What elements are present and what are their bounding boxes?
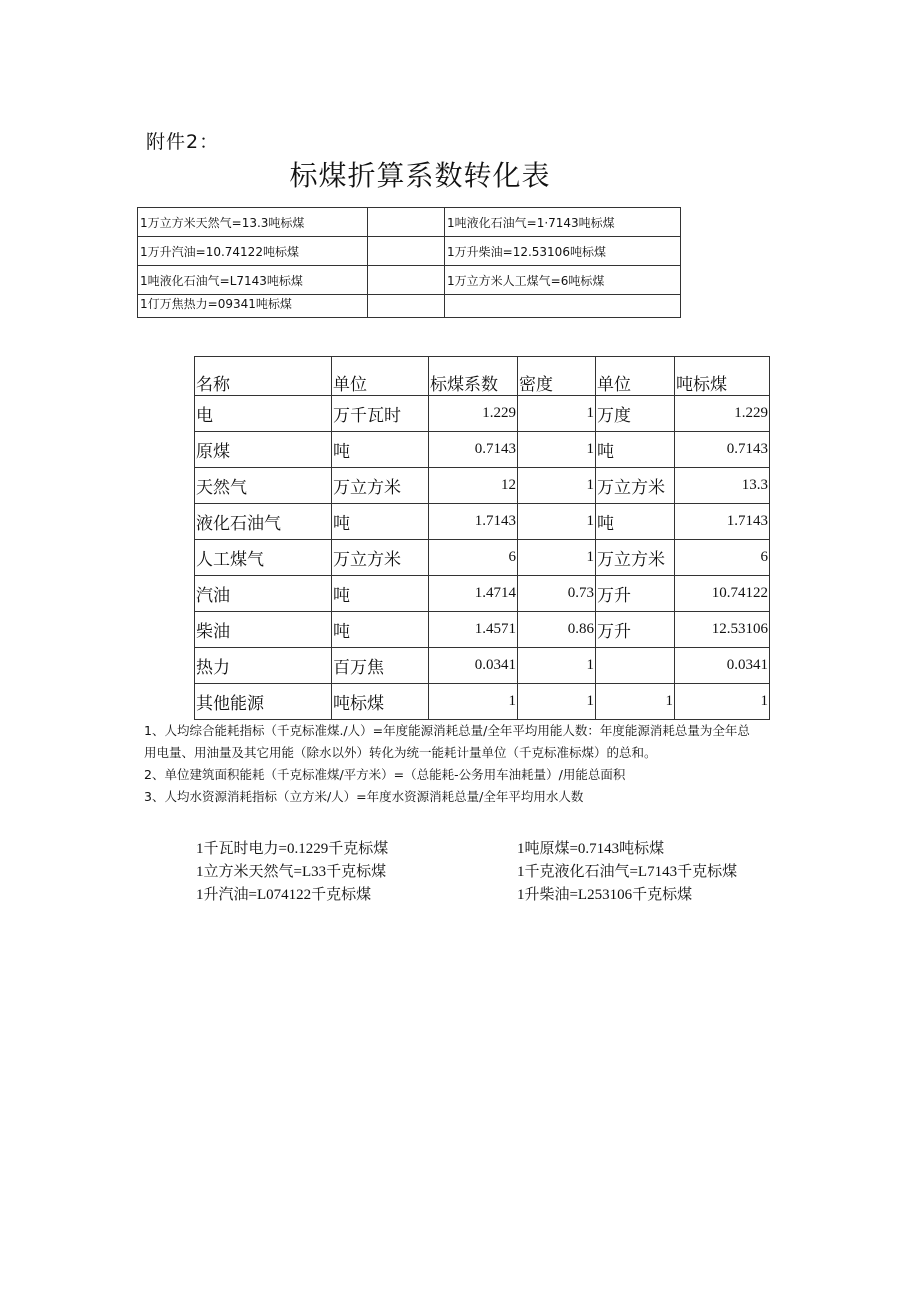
factor-row [196, 884, 816, 907]
cell-unit-2 [596, 648, 675, 684]
conversion-cell [368, 237, 445, 266]
cell-unit-2: 万升 [596, 612, 675, 648]
table-header-row [195, 357, 770, 396]
notes [144, 720, 834, 808]
cell-coefficient: 6 [429, 540, 518, 576]
cell-tce: 0.0341 [675, 648, 770, 684]
conversion-cell: 1万升汽油=10.74122吨标煤 [138, 237, 368, 266]
cell-unit: 百万焦 [332, 648, 429, 684]
conversion-cell: 1万立方米天然气=13.3吨标煤 [138, 208, 368, 237]
conversion-cell: 1万立方米人工煤气=6吨标煤 [445, 266, 681, 295]
cell-density: 1 [518, 504, 596, 540]
cell-unit-2: 万度 [596, 396, 675, 432]
cell-unit: 万立方米 [332, 468, 429, 504]
header-tce: 吨标煤 [675, 357, 770, 396]
table-row [195, 612, 770, 648]
table-row [195, 396, 770, 432]
cell-density: 0.86 [518, 612, 596, 648]
cell-name: 原煤 [195, 432, 332, 468]
table-row [195, 576, 770, 612]
cell-coefficient: 12 [429, 468, 518, 504]
header-coefficient: 标煤系数 [429, 357, 518, 396]
conversion-cell: 1万升柴油=12.53106吨标煤 [445, 237, 681, 266]
cell-unit-2: 吨 [596, 432, 675, 468]
conversion-cell: 1吨液化石油气=L7143吨标煤 [138, 266, 368, 295]
factor-row [196, 861, 816, 884]
cell-density: 1 [518, 396, 596, 432]
note-line: 2、单位建筑面积能耗（千克标准煤/平方米）=（总能耗-公务用车油耗量）/用能总面积 [144, 767, 626, 782]
header-unit-2: 单位 [596, 357, 675, 396]
cell-unit: 吨 [332, 576, 429, 612]
factor-item: 1立方米天然气=L33千克标煤 [196, 864, 387, 880]
factor-item: 1千克液化石油气=L7143千克标煤 [516, 864, 738, 880]
conversion-cell: 1仃万焦热力=09341吨标煤 [138, 295, 368, 318]
cell-density: 1 [518, 540, 596, 576]
table-row [195, 540, 770, 576]
title-text: 标煤折算系数转化表 [289, 159, 551, 192]
cell-density: 1 [518, 648, 596, 684]
cell-name: 热力 [195, 648, 332, 684]
conversion-cell [368, 266, 445, 295]
cell-tce: 12.53106 [675, 612, 770, 648]
factor-row [196, 838, 816, 861]
cell-name: 液化石油气 [195, 504, 332, 540]
table-row [195, 432, 770, 468]
header-name: 名称 [195, 357, 332, 396]
header-unit: 单位 [332, 357, 429, 396]
table-row [195, 468, 770, 504]
cell-density: 0.73 [518, 576, 596, 612]
cell-unit: 吨标煤 [332, 684, 429, 720]
factor-item: 1千瓦时电力=0.1229千克标煤 [196, 841, 389, 857]
cell-coefficient: 1 [429, 684, 518, 720]
cell-unit-2: 万立方米 [596, 468, 675, 504]
note-line: 用电量、用油量及其它用能（除水以外）转化为统一能耗计量单位（千克标准标煤）的总和。 [144, 745, 657, 760]
cell-density: 1 [518, 684, 596, 720]
table-row [195, 648, 770, 684]
cell-name: 柴油 [195, 612, 332, 648]
cell-unit: 万千瓦时 [332, 396, 429, 432]
document-title [0, 154, 840, 194]
cell-coefficient: 1.4571 [429, 612, 518, 648]
cell-coefficient: 0.0341 [429, 648, 518, 684]
cell-unit-2: 万升 [596, 576, 675, 612]
note-line: 1、人均综合能耗指标（千克标准煤./人）=年度能源消耗总量/全年平均用能人数：年度能源消耗总量为全年总 [144, 723, 750, 738]
cell-tce: 1.7143 [675, 504, 770, 540]
cell-coefficient: 1.229 [429, 396, 518, 432]
cell-name: 汽油 [195, 576, 332, 612]
note-line: 3、人均水资源消耗指标（立方米/人）=年度水资源消耗总量/全年平均用水人数 [144, 789, 584, 804]
cell-coefficient: 1.7143 [429, 504, 518, 540]
cell-unit-2: 万立方米 [596, 540, 675, 576]
cell-density: 1 [518, 468, 596, 504]
conversion-cell: 1吨液化石油气=1·7143吨标煤 [445, 208, 681, 237]
cell-unit-2: 吨 [596, 504, 675, 540]
cell-unit: 吨 [332, 504, 429, 540]
cell-tce: 6 [675, 540, 770, 576]
cell-tce: 10.74122 [675, 576, 770, 612]
factor-item: 1升柴油=L253106千克标煤 [516, 887, 693, 903]
cell-unit: 吨 [332, 612, 429, 648]
cell-unit: 吨 [332, 432, 429, 468]
table-row [195, 684, 770, 720]
conversion-cell [445, 295, 681, 318]
factor-item: 1升汽油=L074122千克标煤 [196, 887, 372, 903]
header-density: 密度 [518, 357, 596, 396]
attachment-label: 附件2： [146, 131, 220, 153]
cell-coefficient: 1.4714 [429, 576, 518, 612]
conversion-cell [368, 295, 445, 318]
cell-tce: 13.3 [675, 468, 770, 504]
coal-coefficient-table [194, 356, 770, 720]
cell-unit-2: 1 [596, 684, 675, 720]
cell-name: 电 [195, 396, 332, 432]
cell-coefficient: 0.7143 [429, 432, 518, 468]
cell-unit: 万立方米 [332, 540, 429, 576]
cell-tce: 0.7143 [675, 432, 770, 468]
cell-tce: 1.229 [675, 396, 770, 432]
conversion-cell [368, 208, 445, 237]
cell-name: 人工煤气 [195, 540, 332, 576]
cell-name: 天然气 [195, 468, 332, 504]
cell-tce: 1 [675, 684, 770, 720]
cell-name: 其他能源 [195, 684, 332, 720]
factor-item: 1吨原煤=0.7143吨标煤 [516, 841, 665, 857]
conversion-box [137, 207, 681, 318]
cell-density: 1 [518, 432, 596, 468]
table-row [195, 504, 770, 540]
unit-factors [196, 838, 816, 907]
